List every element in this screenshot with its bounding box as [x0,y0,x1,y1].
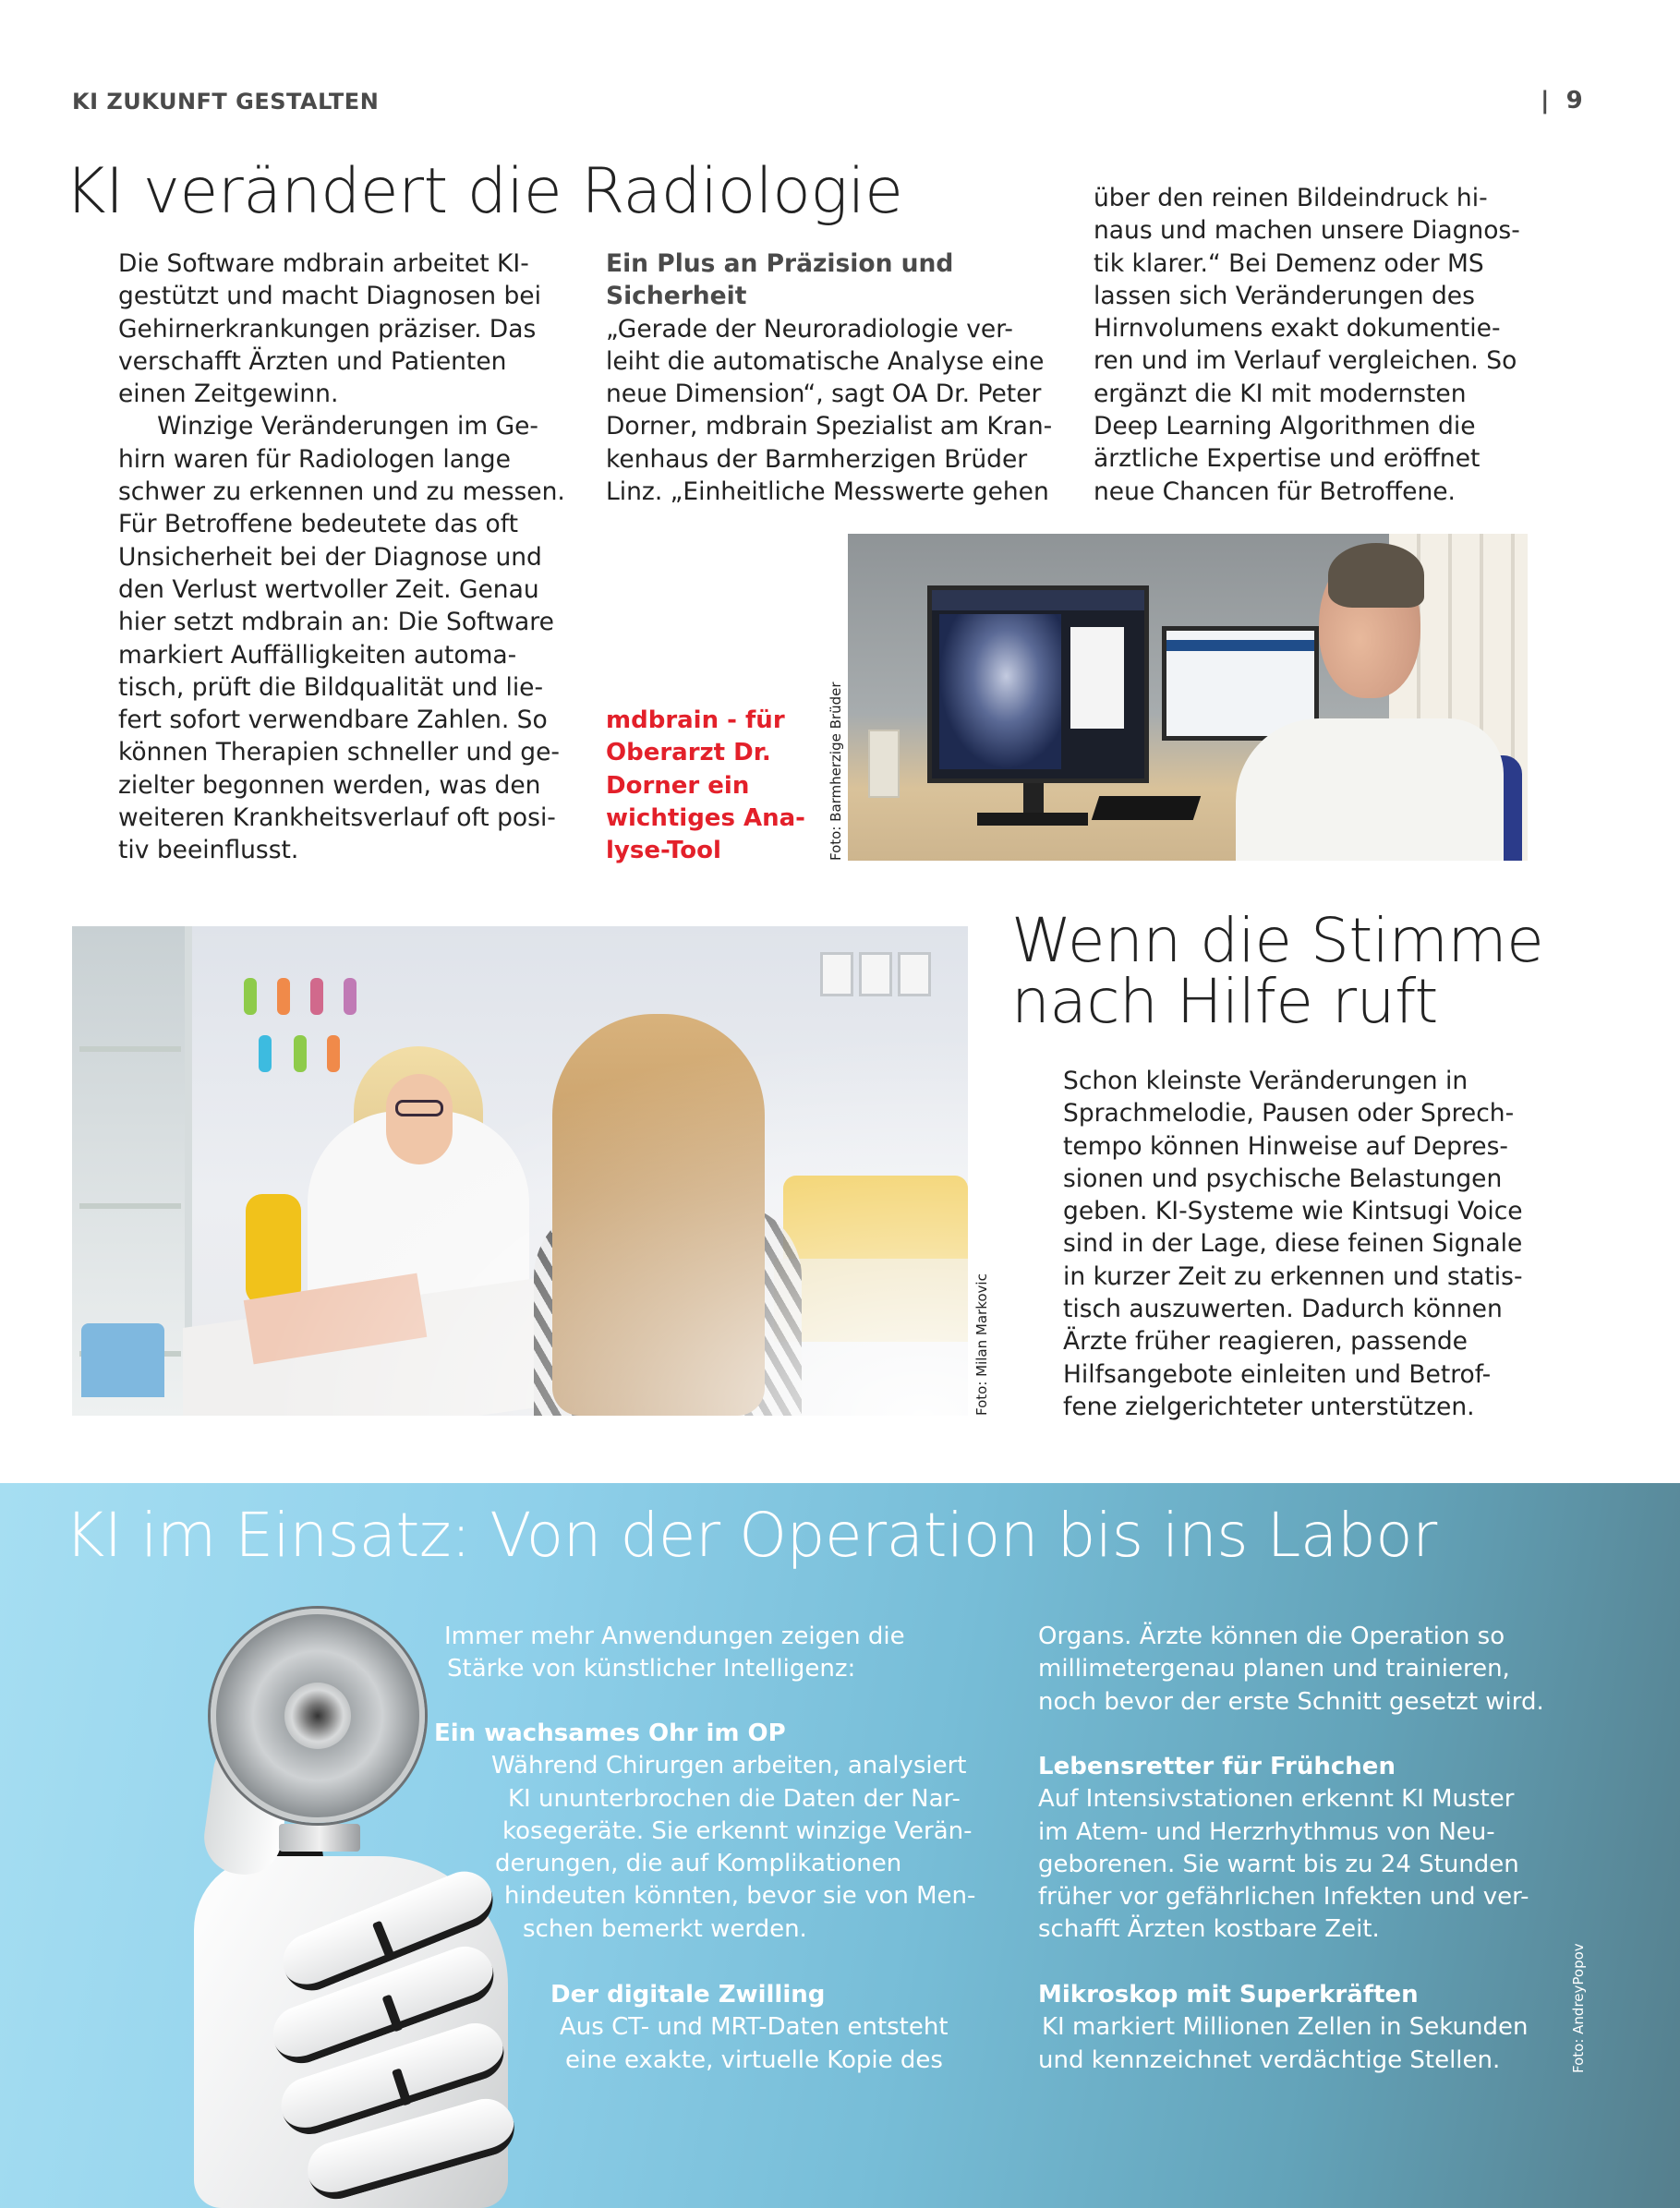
text-line: Ärzte früher reagieren, passende [1063,1327,1468,1357]
text-line: schwer zu erkennen und zu messen. [118,477,565,507]
text-line: derungen, die auf Komplikationen [495,1850,902,1878]
text-line: hirn waren für Radiologen lange [118,444,511,474]
text-line: millimetergenau planen und trainieren, [1038,1655,1510,1683]
text-line: fert sofort verwendbare Zahlen. So [118,706,548,735]
text-line: Winzige Veränderungen im Ge- [118,412,538,441]
pc-speaker [868,730,900,798]
section-wachsames-ohr [434,1718,975,1946]
text-line: fene zielgerichteter unterstützen. [1063,1392,1475,1421]
text-line: eine exakte, virtuelle Kopie des [565,2045,943,2074]
text-line: Stärke von künstlicher Intelligenz: [447,1655,856,1683]
text-line: früher vor gefährlichen Infekten und ver- [1038,1883,1529,1912]
photo-credit-markovic: Foto: Milan Markovic [973,1273,990,1416]
text-line: Organs. Ärzte können die Operation so [1038,1623,1505,1650]
text-line: können Therapien schneller und ge- [118,738,560,767]
text-line: hindeuten könnten, bevor sie von Men- [504,1882,976,1911]
article1-column-a [118,247,580,867]
article-title-stimme [1011,905,1544,1037]
text-line: sind in der Lage, diese feinen Signale [1063,1229,1523,1259]
text-line: einen Zeitgewinn. [118,380,339,409]
stethoscope-stem [279,1824,360,1852]
section-heading: Lebensretter für Frühchen [1038,1753,1396,1780]
photo-credit-popov: Foto: AndreyPopov [1570,1943,1587,2073]
text-line: KI ununterbrochen die Daten der Nar- [508,1784,961,1813]
section-digitaler-zwilling-continued [1038,1621,1544,1719]
monitor-mri-scan [927,585,1149,783]
article-title-radiologie: KI verändert die Radiologie [65,155,903,228]
text-line: im Atem- und Herzrhythmus von Neu- [1038,1817,1495,1846]
subheading: Ein Plus an Präzision und [606,249,954,278]
page-number: | 9 [1541,87,1583,115]
text-line: ren und im Verlauf vergleichen. So [1094,346,1517,376]
text-line: und kennzeichnet verdächtige Stellen. [1038,2045,1501,2074]
section-mikroskop [1038,1979,1528,2077]
caption-line: wichtiges Ana- [606,803,805,832]
article3-intro [444,1621,905,1686]
section-lebensretter [1038,1751,1529,1947]
section-heading: Der digitale Zwilling [550,1981,826,2009]
photo-radiologist-at-monitors [848,534,1528,861]
text-line: naus und machen unsere Diagnos- [1094,216,1520,246]
article1-column-c [1094,182,1546,508]
title-line: nach Hilfe ruft [1011,966,1438,1037]
text-line: gestützt und macht Diagnosen bei [118,282,541,311]
text-line: KI markiert Millionen Zellen in Sekunden [1042,2013,1529,2042]
text-line: ärztliche Expertise und eröffnet [1094,444,1481,474]
section-digitaler-zwilling [550,1979,949,2077]
text-line: tiv beeinflusst. [118,836,299,865]
article1-column-b [606,247,1068,508]
text-line: tisch auszuwerten. Dadurch können [1063,1295,1503,1324]
text-line: Unsicherheit bei der Diagnose und [118,542,542,572]
text-line: ergänzt die KI mit modernsten [1094,379,1467,408]
text-line: hier setzt mdbrain an: Die Software [118,608,554,637]
text-line: verschafft Ärzten und Patienten [118,346,507,376]
subheading: Sicherheit [606,282,747,311]
text-line: Immer mehr Anwendungen zeigen die [444,1623,905,1650]
text-line: kosegeräte. Sie erkennt winzige Verän- [502,1816,973,1845]
text-line: schafft Ärzten kostbare Zeit. [1038,1915,1380,1944]
text-line: den Verlust wertvoller Zeit. Genau [118,574,539,604]
text-line: zielter begonnen werden, was den [118,770,541,800]
text-line: geborenen. Sie warnt bis zu 24 Stunden [1038,1850,1519,1878]
text-line: noch bevor der erste Schnitt gesetzt wird. [1038,1687,1544,1716]
text-line: lassen sich Veränderungen des [1094,281,1475,310]
text-line: Schon kleinste Veränderungen in [1063,1067,1468,1095]
photo-credit-barmherzige: Foto: Barmherzige Brüder [828,682,844,861]
text-line: Aus CT- und MRT-Daten entsteht [560,2013,949,2042]
text-line: Hilfsangebote einleiten und Betrof- [1063,1359,1492,1389]
title-line: Wenn die Stimme [1011,905,1544,976]
text-line: Während Chirurgen arbeiten, analysiert [491,1752,967,1780]
stethoscope-center [284,1683,351,1749]
text-line: Sprachmelodie, Pausen oder Sprech- [1063,1099,1515,1128]
text-line: Für Betroffene bedeutete das oft [118,510,519,539]
brain-scan-image [939,614,1061,769]
text-line: „Gerade der Neuroradiologie ver- [606,314,1013,344]
text-line: Gehirnerkrankungen präziser. Das [118,314,537,344]
caption-line: Oberarzt Dr. [606,739,771,767]
caption-line: mdbrain - für [606,706,785,734]
text-line: Die Software mdbrain arbeitet KI- [118,249,529,278]
text-line: neue Chancen für Betroffene. [1094,477,1456,506]
text-line: markiert Auffälligkeiten automa- [118,640,517,670]
text-line: Hirnvolumens exakt dokumentie- [1094,314,1501,344]
text-line: sionen und psychische Belastungen [1063,1164,1503,1193]
text-line: tik klarer.“ Bei Demenz oder MS [1094,248,1484,278]
text-line: in kurzer Zeit zu erkennen und statis- [1063,1261,1523,1291]
text-line: über den reinen Bildeindruck hi- [1094,184,1488,212]
section-heading: Mikroskop mit Superkräften [1038,1981,1419,2009]
caption-line: Dorner ein [606,771,750,800]
running-header-section: KI ZUKUNFT GESTALTEN [72,89,380,115]
text-line: geben. KI-Systeme wie Kintsugi Voice [1063,1197,1523,1226]
photo-consultation [72,926,968,1416]
text-line: Dorner, mdbrain Spezialist am Kran- [606,412,1053,441]
text-line: tisch, prüft die Bildqualität und lie- [118,672,544,702]
text-line: schen bemerkt werden. [523,1914,807,1943]
text-line: neue Dimension“, sagt OA Dr. Peter [606,380,1042,409]
text-line: Auf Intensivstationen erkennt KI Muster [1038,1785,1515,1814]
article-title-einsatz: KI im Einsatz: Von der Operation bis ins Labor [65,1500,1437,1571]
section-heading: Ein wachsames Ohr im OP [434,1719,786,1747]
caption-line: lyse-Tool [606,837,721,865]
text-line: Deep Learning Algorithmen die [1094,412,1476,441]
keyboard [1092,796,1201,820]
doctor-figure [1236,718,1504,861]
text-line: weiteren Krankheitsverlauf oft posi- [118,803,556,833]
text-line: tempo können Hinweise auf Depres- [1063,1131,1508,1161]
text-line: kenhaus der Barmherzigen Brüder [606,444,1028,474]
text-line: Linz. „Einheitliche Messwerte gehen [606,477,1049,507]
article2-body [1063,1065,1543,1423]
text-line: leiht die automatische Analyse eine [606,346,1045,376]
photo-caption-mdbrain [606,705,805,867]
